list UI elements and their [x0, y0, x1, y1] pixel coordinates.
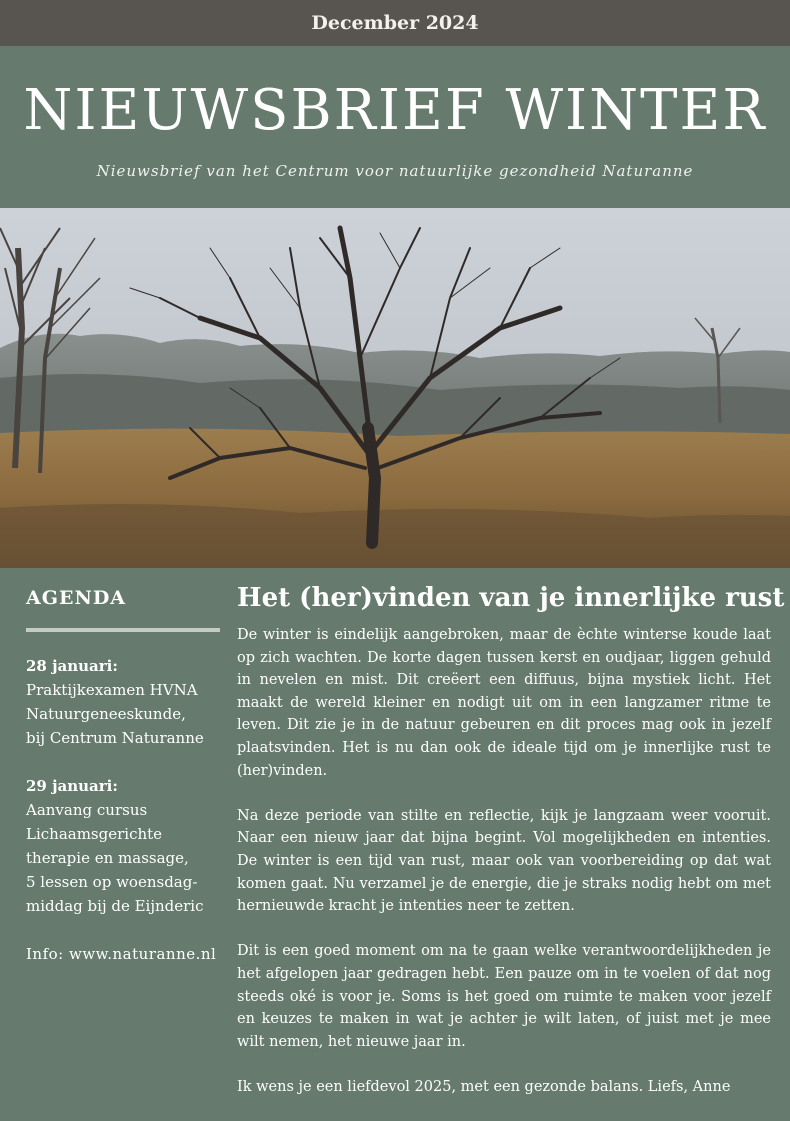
article-body [237, 624, 771, 1098]
date-bar [0, 0, 790, 46]
event-line: therapie en massage, [26, 849, 189, 867]
event-date: 29 januari: [26, 777, 118, 795]
agenda-event [26, 654, 222, 750]
agenda-sidebar [26, 584, 222, 966]
event-line: Lichaamsgerichte [26, 825, 163, 843]
article-closing: Ik wens je een liefdevol 2025, met een gezonde balans. Liefs, Anne [237, 1078, 731, 1095]
winter-heath-tree-photo [0, 208, 790, 568]
newsletter-subtitle: Nieuwsbrief van het Centrum voor natuurlijke gezondheid Naturanne [96, 162, 694, 180]
newsletter-title: NIEUWSBRIEF WINTER [23, 78, 767, 143]
issue-date: December 2024 [311, 12, 479, 34]
event-line: Praktijkexamen HVNA [26, 681, 198, 699]
article-paragraph: Dit is een goed moment om na te gaan welke verantwoordelijkheden je het afgelopen jaar gedragen hebt. Een pauze om in te voelen of dat nog steeds oké is voor je. Soms is het goed om ruimte te maken voor jezelf en keuzes te maken in wat je achter je wilt laten, of juist met je mee wilt nemen, het nieuwe jaar in. [237, 943, 771, 1050]
event-line: middag bij de Eijnderic [26, 897, 204, 915]
content-section [0, 568, 790, 1120]
agenda-divider [26, 628, 220, 632]
agenda-event [26, 774, 222, 918]
masthead [0, 46, 790, 208]
agenda-info-link[interactable]: Info: www.naturanne.nl [26, 945, 217, 963]
article-title: Het (her)vinden van je innerlijke rust [237, 583, 785, 613]
event-line: Aanvang cursus [26, 801, 148, 819]
event-date: 28 januari: [26, 657, 118, 675]
article [237, 580, 785, 1121]
event-line: Natuurgeneeskunde, [26, 705, 186, 723]
event-line: 5 lessen op woensdag- [26, 873, 198, 891]
article-paragraph: Na deze periode van stilte en reflectie, kijk je langzaam weer vooruit. Naar een nieuw jaar dat bijna begint. Vol mogelijkheden en intenties. De winter is een tijd van rust, maar ook van voorbereiding op dat wat komen gaat. Nu verzamel je de energie, die je straks nodig hebt om met hernieuwde kracht je intenties neer te zetten. [237, 807, 771, 915]
agenda-list [26, 654, 222, 966]
article-paragraph: De winter is eindelijk aangebroken, maar de èchte winterse koude laat op zich wachten. De korte dagen tussen kerst en oudjaar, liggen gehuld in nevelen en mist. Dit creëert een diffuus, bijna mystiek licht. Het maakt de wereld kleiner en nodigt uit om in een langzamer ritme te leven. Dit zie je in de natuur gebeuren en dit proces mag ook in jezelf plaatsvinden. Het is nu dan ook de ideale tijd om je innerlijke rust te (her)vinden. [237, 627, 771, 779]
event-line: bij Centrum Naturanne [26, 729, 204, 747]
agenda-heading: AGENDA [26, 587, 127, 609]
